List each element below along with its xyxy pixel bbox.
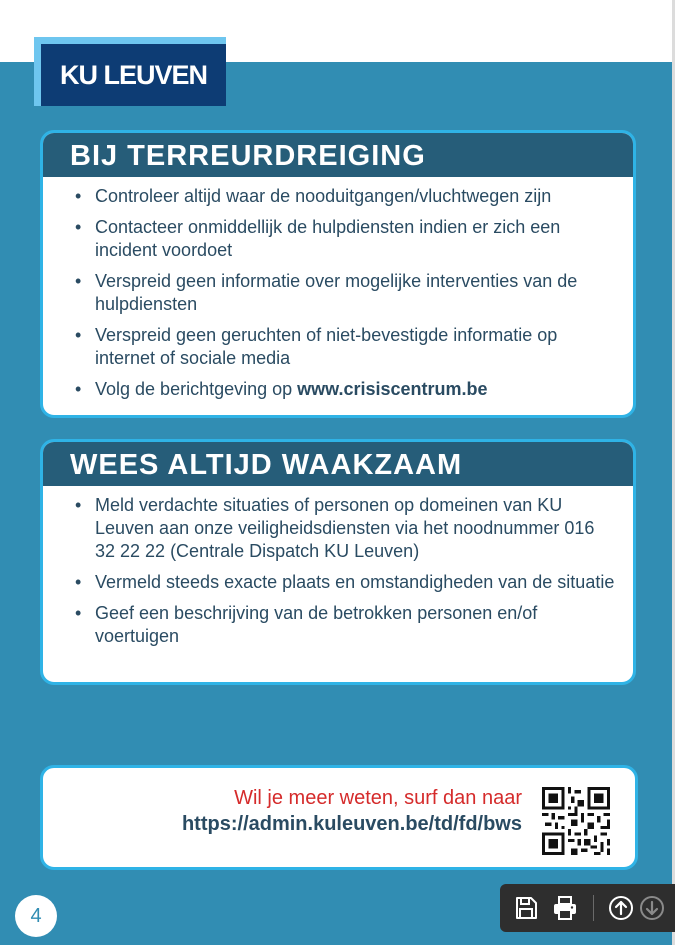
section-title: WEES ALTIJD WAAKZAAM xyxy=(43,442,633,486)
bullet-icon: • xyxy=(75,325,82,345)
stay-alert-list xyxy=(43,486,633,648)
list-item: • Verspreid geen geruchten of niet-bevestigde informatie op internet of sociale media xyxy=(75,325,558,368)
bullet-icon: • xyxy=(75,217,82,237)
terror-threat-section xyxy=(40,130,636,418)
section-title: BIJ TERREURDREIGING xyxy=(43,133,633,177)
bullet-icon: • xyxy=(75,271,82,291)
list-item: • Volg de berichtgeving op www.crisiscentrum.be xyxy=(75,379,488,399)
more-info-url[interactable]: https://admin.kuleuven.be/td/fd/bws xyxy=(181,813,522,835)
bullet-icon: • xyxy=(75,572,82,592)
more-info-lead: Wil je meer weten, surf dan naar xyxy=(234,787,522,809)
toolbar-separator xyxy=(593,895,594,921)
bullet-icon: • xyxy=(75,603,82,623)
list-item: • Geef een beschrijving van de betrokken personen en/of voertuigen xyxy=(75,603,538,646)
terror-threat-list xyxy=(43,177,633,401)
list-item: • Vermeld steeds exacte plaats en omstandigheden van de situatie xyxy=(75,572,615,592)
bullet-icon: • xyxy=(75,186,82,206)
more-info-text xyxy=(182,785,522,837)
pdf-toolbar xyxy=(500,884,675,932)
stay-alert-section xyxy=(40,439,636,685)
list-item: • Verspreid geen informatie over mogelijke interventies van de hulpdiensten xyxy=(75,271,578,314)
page-number: 4 xyxy=(15,895,57,937)
arrow-down-icon[interactable] xyxy=(638,894,666,922)
bullet-icon: • xyxy=(75,495,82,515)
bullet-icon: • xyxy=(75,379,82,399)
crisiscentrum-link[interactable]: www.crisiscentrum.be xyxy=(297,379,488,399)
list-item: • Meld verdachte situaties of personen op domeinen van KU Leuven aan onze veiligheidsdiensten via het noodnummer 016 32 22 22 (Centrale Dispatch KU Leuven) xyxy=(75,495,595,561)
list-item: • Contacteer onmiddellijk de hulpdiensten indien er zich een incident voordoet xyxy=(75,217,561,260)
ku-leuven-logo: KU LEUVEN xyxy=(41,44,226,106)
list-item: • Controleer altijd waar de nooduitgangen/vluchtwegen zijn xyxy=(75,186,552,206)
qr-code-icon[interactable] xyxy=(542,787,610,855)
more-info-box xyxy=(40,765,638,870)
save-icon[interactable] xyxy=(512,894,540,922)
print-icon[interactable] xyxy=(551,894,579,922)
arrow-up-icon[interactable] xyxy=(607,894,635,922)
